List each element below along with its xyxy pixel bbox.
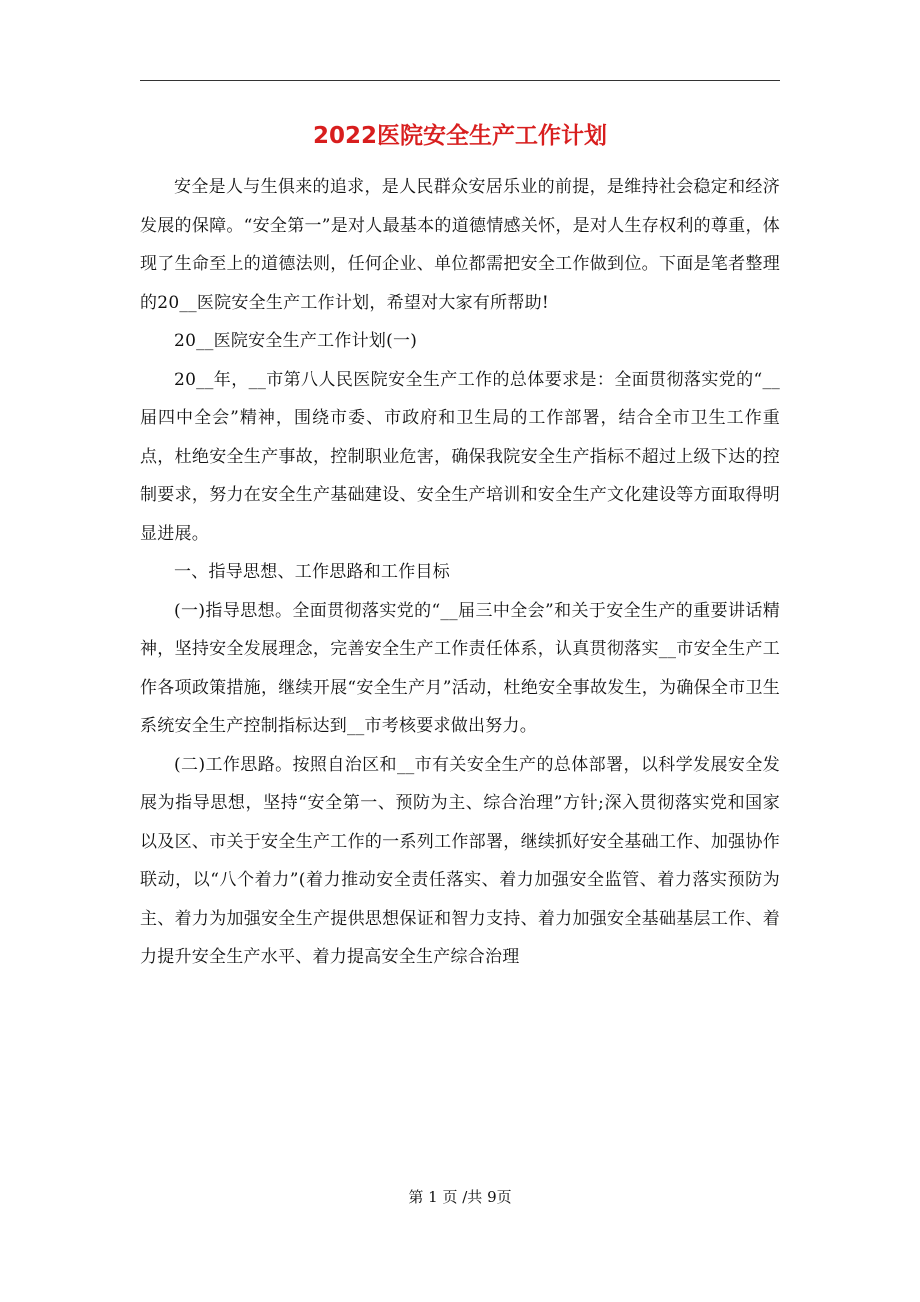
footer-middle: 页 /共 [442,1188,483,1206]
footer-suffix: 页 [496,1188,512,1206]
header-rule [140,80,780,81]
document-title: 2022医院安全生产工作计划 [312,123,607,149]
intro-paragraph: 安全是人与生俱来的追求，是人民群众安居乐业的前提，是维持社会稳定和经济发展的保障。“安全第一”是对人最基本的道德情感关怀，是对人生存权利的尊重，体现了生命至上的道德法则，任何企业、单位都需把安全工作做到位。下面是笔者整理的20__医院安全生产工作计划，希望对大家有所帮助! [140,177,780,313]
overall-requirements-paragraph: 20__年，__市第八人民医院安全生产工作的总体要求是：全面贯彻落实党的“__届四中全会”精神，围绕市委、市政府和卫生局的工作部署，结合全市卫生工作重点，杜绝安全生产事故，控制职业危害，确保我院安全生产指标不超过上级下达的控制要求，努力在安全生产基础建设、安全生产培训和安全生产文化建设等方面取得明显进展。 [140,369,780,544]
page-footer [140,1186,780,1208]
footer-page-number: 1 [428,1188,438,1206]
document-body [140,168,780,977]
footer-total-pages: 9 [487,1188,497,1206]
section-heading-plan-one: 20__医院安全生产工作计划(一) [174,331,418,351]
section-heading-guiding: 一、指导思想、工作思路和工作目标 [174,562,450,582]
footer-prefix: 第 [408,1188,424,1206]
work-approach-paragraph: (二)工作思路。按照自治区和__市有关安全生产的总体部署，以科学发展安全发展为指导思想，坚持“安全第一、预防为主、综合治理”方针;深入贯彻落实党和国家以及区、市关于安全生产工作的一系列工作部署，继续抓好安全基础工作、加强协作联动，以“八个着力”(着力推动安全责任落实、着力加强安全监管、着力落实预防为主、着力为加强安全生产提供思想保证和智力支持、着力加强安全基础基层工作、着力提升安全生产水平、着力提高安全生产综合治理 [140,754,780,967]
guiding-ideology-paragraph: (一)指导思想。全面贯彻落实党的“__届三中全会”和关于安全生产的重要讲话精神，坚持安全发展理念，完善安全生产工作责任体系，认真贯彻落实__市安全生产工作各项政策措施，继续开展“安全生产月”活动，杜绝安全事故发生，为确保全市卫生系统安全生产控制指标达到__市考核要求做出努力。 [140,600,780,736]
